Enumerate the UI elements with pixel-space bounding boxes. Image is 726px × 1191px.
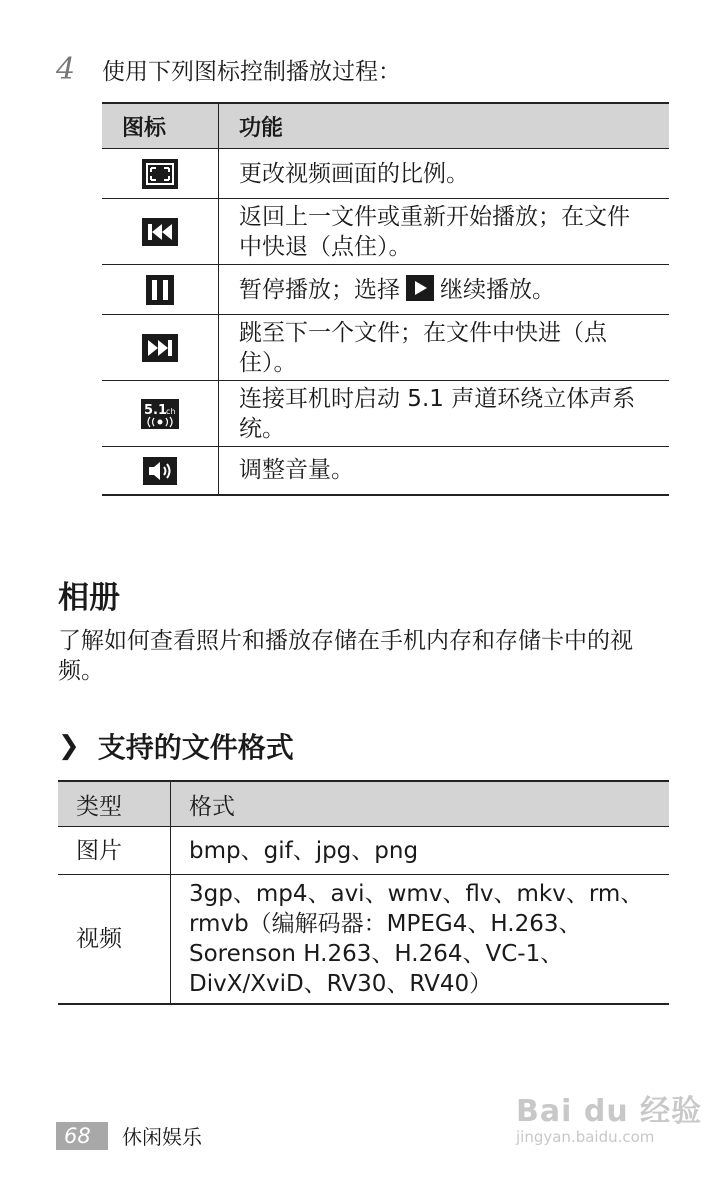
controls-table-header — [102, 103, 669, 149]
subsection-title: 支持的文件格式 — [97, 731, 294, 764]
aspect-ratio-icon — [142, 159, 178, 189]
function-text: 连接耳机时启动 5.1 声道环绕立体声系统。 — [219, 381, 670, 447]
formats-table — [58, 780, 669, 1005]
function-text: 继续播放。 — [440, 276, 555, 303]
format-type: 图片 — [58, 827, 171, 875]
surround-sub-label: ch — [166, 406, 176, 416]
surround-5-1-icon — [141, 399, 179, 429]
format-type: 视频 — [58, 875, 171, 1005]
page-number: 68 — [56, 1122, 108, 1150]
table-row — [102, 149, 669, 199]
function-text: 返回上一文件或重新开始播放；在文件中快退（点住）。 — [219, 199, 670, 265]
table-row — [58, 875, 669, 1005]
watermark — [516, 1086, 702, 1146]
table-row — [58, 827, 669, 875]
header-format: 格式 — [171, 781, 670, 827]
controls-table — [102, 102, 669, 496]
format-list: 3gp、mp4、avi、wmv、flv、mkv、rm、rmvb（编解码器：MPEG4、H.263、Sorenson H.263、H.264、VC-1、DivX/XviD、RV30、RV40） — [171, 875, 670, 1005]
chapter-title: 休闲娱乐 — [122, 1125, 202, 1149]
table-row — [102, 447, 669, 495]
section-intro: 了解如何查看照片和播放存储在手机内存和存储卡中的视频。 — [58, 628, 633, 684]
table-row — [102, 315, 669, 381]
volume-icon — [143, 457, 177, 485]
fast-forward-icon — [142, 334, 178, 362]
table-row — [102, 199, 669, 265]
header-function: 功能 — [219, 103, 670, 149]
formats-table-header — [58, 781, 669, 827]
function-text: 调整音量。 — [219, 447, 670, 495]
function-text: 跳至下一个文件；在文件中快进（点住）。 — [219, 315, 670, 381]
play-icon — [406, 275, 434, 301]
watermark-url: jingyan.baidu.com — [516, 1128, 655, 1146]
page-footer — [56, 1121, 202, 1150]
chevron-right-icon: ❯ — [58, 731, 80, 761]
header-icon: 图标 — [102, 103, 219, 149]
pause-icon — [146, 275, 174, 305]
function-text: 更改视频画面的比例。 — [219, 149, 670, 199]
section-title: 相册 — [58, 580, 120, 616]
subsection-heading — [58, 726, 294, 766]
header-type: 类型 — [58, 781, 171, 827]
format-list: bmp、gif、jpg、png — [171, 827, 670, 875]
step-text: 使用下列图标控制播放过程： — [102, 59, 401, 85]
step-number: 4 — [56, 52, 76, 87]
function-text: 暂停播放；选择 — [239, 276, 400, 303]
table-row — [102, 381, 669, 447]
watermark-logo: Bai du 经验 — [516, 1094, 703, 1129]
surround-label: 5.1 — [144, 402, 168, 418]
step-4 — [56, 52, 401, 87]
table-row — [102, 265, 669, 315]
rewind-icon — [142, 218, 178, 246]
